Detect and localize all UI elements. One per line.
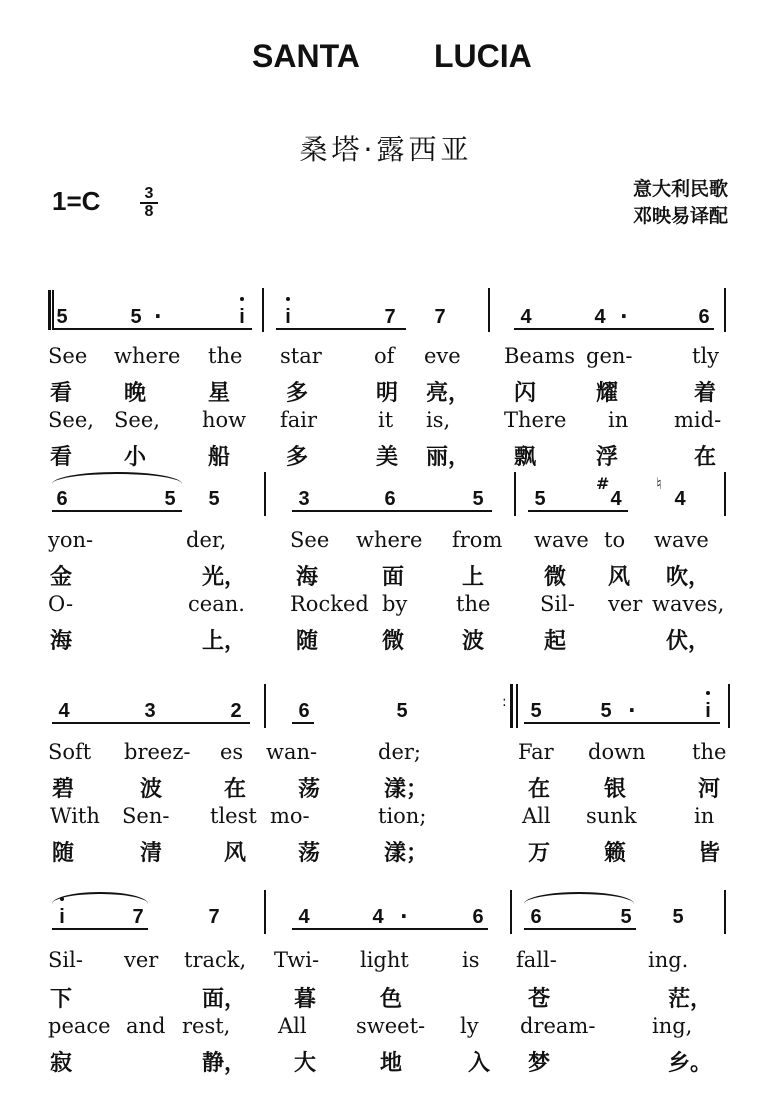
- lyric: 在: [694, 445, 717, 470]
- barline: [264, 684, 266, 728]
- note: 5: [672, 906, 684, 928]
- note: 5: [534, 488, 546, 510]
- lyric: 飘: [514, 445, 537, 470]
- lyric: 荡: [298, 841, 321, 866]
- lyric: 吹，: [666, 565, 711, 590]
- augmentation-dot: ·: [628, 698, 636, 722]
- repeat-barline: [510, 684, 513, 728]
- note: 3: [298, 488, 310, 510]
- lyric: 在: [224, 777, 247, 802]
- note: 5: [130, 306, 142, 328]
- staff-system-2: [48, 470, 736, 670]
- barline: [728, 684, 730, 728]
- lyric: der;: [378, 740, 421, 764]
- lyric: in: [608, 408, 629, 432]
- title-word-2: LUCIA: [434, 38, 532, 74]
- note: 6: [384, 488, 396, 510]
- note: 6: [472, 906, 484, 928]
- lyric: O-: [48, 592, 74, 616]
- lyric: 波: [462, 629, 485, 654]
- lyric: the: [456, 592, 491, 616]
- beam: [524, 722, 720, 724]
- lyric: Twi-: [274, 948, 320, 972]
- lyric: it: [378, 408, 394, 432]
- lyric: and: [126, 1014, 166, 1038]
- lyric: is: [462, 948, 480, 972]
- lyric: Sil-: [540, 592, 575, 616]
- lyric: dream-: [520, 1014, 596, 1038]
- lyric: tly: [692, 344, 720, 368]
- lyric: 风: [224, 841, 247, 866]
- beam: [524, 928, 636, 930]
- slur: [524, 892, 634, 904]
- lyric: fair: [280, 408, 318, 432]
- lyric: Beams: [504, 344, 576, 368]
- lyric: 伏，: [666, 629, 711, 654]
- lyric: 上: [462, 565, 485, 590]
- lyric: track,: [184, 948, 247, 972]
- credit-origin: 意大利民歌: [632, 178, 728, 200]
- note: i: [230, 306, 254, 329]
- lyric: 下: [50, 987, 73, 1012]
- barline: [724, 890, 726, 934]
- note: 5: [164, 488, 176, 510]
- lyric: breez-: [124, 740, 191, 764]
- lyric: the: [692, 740, 727, 764]
- note: 7: [208, 906, 220, 928]
- lyric: gen-: [586, 344, 633, 368]
- beam: [292, 722, 314, 724]
- credit-translator: 邓映易译配: [632, 205, 728, 227]
- lyric: 晚: [124, 381, 147, 406]
- note: 5: [208, 488, 220, 510]
- lyric: sunk: [586, 804, 637, 828]
- lyric: All: [278, 1014, 307, 1038]
- beam: [514, 328, 714, 330]
- lyric: 大: [294, 1051, 317, 1076]
- lyric: 丽，: [426, 445, 471, 470]
- lyric: 亮，: [426, 381, 471, 406]
- barline: [724, 288, 726, 332]
- lyric: es: [220, 740, 244, 764]
- lyric: der,: [186, 528, 227, 552]
- note: 7: [132, 906, 144, 928]
- lyric: wan-: [266, 740, 318, 764]
- lyric: from: [452, 528, 503, 552]
- lyric: 看: [50, 381, 73, 406]
- lyric: ly: [460, 1014, 479, 1038]
- slur: [52, 472, 182, 484]
- lyric: of: [374, 344, 395, 368]
- lyric: 浮: [596, 445, 619, 470]
- lyric: the: [208, 344, 243, 368]
- note: 5: [56, 306, 68, 328]
- lyric: See,: [48, 408, 94, 432]
- lyric: 多: [286, 381, 309, 406]
- lyric: See: [48, 344, 88, 368]
- note: 4: [298, 906, 310, 928]
- lyric: Soft: [48, 740, 92, 764]
- beam: [52, 510, 182, 512]
- lyric: 苍: [528, 987, 551, 1012]
- lyric: 金: [50, 565, 73, 590]
- lyric: in: [694, 804, 715, 828]
- lyric: yon-: [48, 528, 94, 552]
- note: 5: [472, 488, 484, 510]
- lyric: 乡。: [668, 1051, 713, 1076]
- lyric: ver: [124, 948, 159, 972]
- lyric: 静，: [202, 1051, 247, 1076]
- lyric: ing.: [648, 948, 689, 972]
- lyric: wave: [654, 528, 709, 552]
- lyric: is,: [426, 408, 451, 432]
- sharp-accidental: #: [596, 474, 610, 493]
- lyric: 美: [376, 445, 399, 470]
- note: 4: [58, 700, 70, 722]
- lyric: 皆: [698, 841, 721, 866]
- lyric: 漾；: [384, 841, 429, 866]
- note: i: [696, 700, 720, 723]
- lyric: 船: [208, 445, 231, 470]
- lyric: 波: [140, 777, 163, 802]
- note: i: [276, 306, 300, 329]
- credits: [633, 176, 728, 230]
- lyric: sweet-: [356, 1014, 426, 1038]
- staff-system-4: [48, 888, 736, 1088]
- note: 7: [384, 306, 396, 328]
- barline: [514, 472, 516, 516]
- augmentation-dot: ·: [620, 304, 628, 328]
- lyric: There: [504, 408, 567, 432]
- lyric: 暮: [294, 987, 317, 1012]
- lyric: how: [202, 408, 247, 432]
- lyric: 在: [528, 777, 551, 802]
- augmentation-dot: ·: [400, 904, 408, 928]
- lyric: 星: [208, 381, 231, 406]
- lyric: star: [280, 344, 322, 368]
- barline: [264, 472, 266, 516]
- note: 5: [620, 906, 632, 928]
- beam: [292, 928, 488, 930]
- lyric: Sen-: [122, 804, 170, 828]
- note: 4: [610, 488, 622, 510]
- lyric: 碧: [52, 777, 75, 802]
- lyric: rest,: [182, 1014, 231, 1038]
- lyric: by: [382, 592, 408, 616]
- lyric: 籁: [604, 841, 627, 866]
- note: 4: [594, 306, 606, 328]
- lyric: mo-: [270, 804, 310, 828]
- lyric: down: [588, 740, 646, 764]
- lyric: 入: [468, 1051, 491, 1076]
- lyric: 明: [376, 381, 399, 406]
- lyric: See,: [114, 408, 160, 432]
- note: 6: [698, 306, 710, 328]
- lyric: 海: [50, 629, 73, 654]
- lyric: 漾；: [384, 777, 429, 802]
- note: 4: [674, 488, 686, 510]
- title-word-1: SANTA: [252, 38, 360, 74]
- meter-bottom: 8: [144, 203, 154, 220]
- lyric: 清: [140, 841, 163, 866]
- lyric: 耀: [596, 381, 619, 406]
- lyric: peace: [48, 1014, 111, 1038]
- barline: [262, 288, 264, 332]
- lyric: mid-: [674, 408, 722, 432]
- lyric: 色: [380, 987, 403, 1012]
- lyric: ver: [608, 592, 643, 616]
- note: 3: [144, 700, 156, 722]
- note: 4: [520, 306, 532, 328]
- lyric: 面: [382, 565, 405, 590]
- barline: [264, 890, 266, 934]
- lyric: fall-: [516, 948, 557, 972]
- augmentation-dot: ·: [154, 304, 162, 328]
- lyric: 万: [528, 841, 551, 866]
- lyric: 光，: [202, 565, 247, 590]
- lyric: tion;: [378, 804, 427, 828]
- slur: [52, 892, 148, 904]
- note: 5: [530, 700, 542, 722]
- lyric: 随: [52, 841, 75, 866]
- lyric: tlest: [210, 804, 257, 828]
- lyric: 微: [382, 629, 405, 654]
- lyric: 看: [50, 445, 73, 470]
- lyric: 面，: [202, 987, 247, 1012]
- lyric: where: [356, 528, 423, 552]
- lyric: 荡: [298, 777, 321, 802]
- repeat-barline-thin: [516, 684, 518, 728]
- lyric: 上，: [202, 629, 247, 654]
- lyric: All: [522, 804, 551, 828]
- beam: [52, 928, 148, 930]
- lyric: 着: [694, 381, 717, 406]
- note: 6: [298, 700, 310, 722]
- beam: [528, 510, 628, 512]
- lyric: 多: [286, 445, 309, 470]
- barline: [510, 890, 512, 934]
- lyric: wave: [534, 528, 589, 552]
- lyric: 随: [296, 629, 319, 654]
- note: 2: [230, 700, 242, 722]
- lyric: to: [604, 528, 626, 552]
- lyric: Rocked: [290, 592, 369, 616]
- staff-system-1: [48, 284, 736, 484]
- lyric: With: [50, 804, 100, 828]
- lyric: where: [114, 344, 181, 368]
- note: 5: [600, 700, 612, 722]
- barline: [724, 472, 726, 516]
- time-signature: [140, 186, 158, 220]
- barline: [488, 288, 490, 332]
- lyric: 茫，: [668, 987, 713, 1012]
- lyric: waves,: [652, 592, 725, 616]
- lyric: 起: [544, 629, 567, 654]
- lyric: 海: [296, 565, 319, 590]
- lyric: light: [360, 948, 409, 972]
- lyric: Sil-: [48, 948, 83, 972]
- note: 6: [56, 488, 68, 510]
- note: 6: [530, 906, 542, 928]
- lyric: cean.: [188, 592, 245, 616]
- note: i: [50, 906, 74, 929]
- lyric: Far: [518, 740, 554, 764]
- lyric: ing,: [652, 1014, 693, 1038]
- note: 4: [372, 906, 384, 928]
- key-signature: 1=C: [52, 186, 101, 216]
- beam: [292, 510, 492, 512]
- lyric: See: [290, 528, 330, 552]
- meter-top: 3: [140, 186, 158, 204]
- beam: [52, 328, 252, 330]
- lyric: 小: [124, 445, 147, 470]
- repeat-dots: :: [502, 694, 507, 710]
- lyric: 寂: [50, 1051, 73, 1076]
- staff-system-3: [48, 682, 736, 882]
- note: 5: [396, 700, 408, 722]
- lyric: 银: [604, 777, 627, 802]
- lyric: 微: [544, 565, 567, 590]
- lyric: 河: [698, 777, 721, 802]
- note: 7: [434, 306, 446, 328]
- lyric: 地: [380, 1051, 403, 1076]
- lyric: 风: [608, 565, 631, 590]
- lyric: eve: [424, 344, 461, 368]
- lyric: 闪: [514, 381, 537, 406]
- natural-accidental: ♮: [656, 474, 662, 493]
- chinese-title: 桑塔·露西亚: [299, 133, 473, 166]
- lyric: 梦: [528, 1051, 551, 1076]
- beam: [52, 722, 250, 724]
